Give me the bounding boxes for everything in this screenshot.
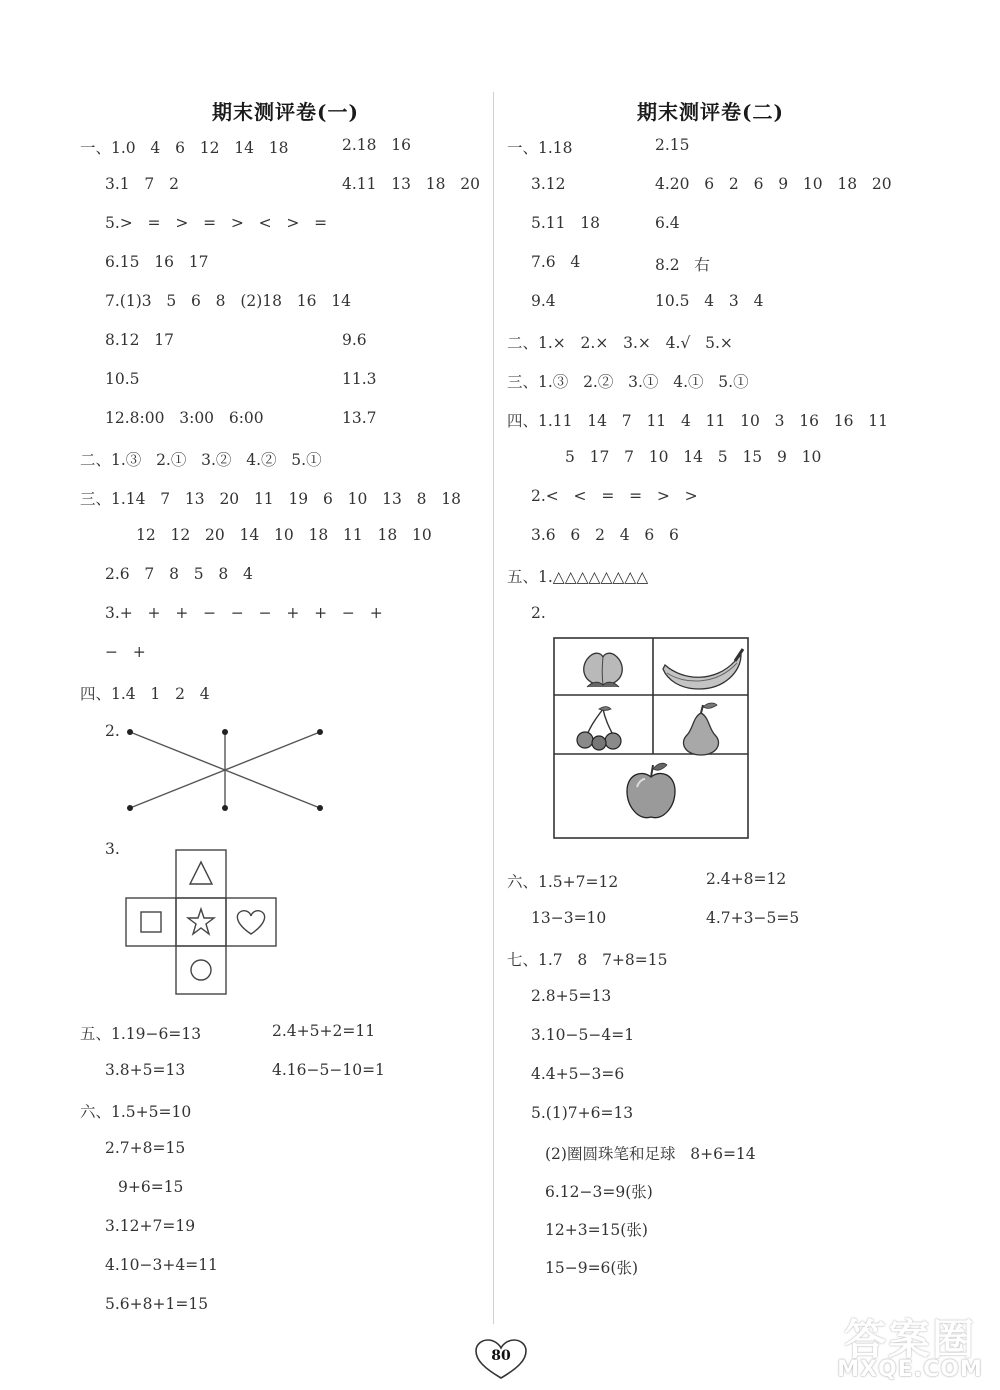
right-line: 10.5 4 3 4 bbox=[655, 292, 764, 310]
left-line: 2.6 7 8 5 8 4 bbox=[105, 565, 253, 583]
left-line: 五、1.19−6=13 bbox=[80, 1025, 202, 1043]
right-line: 3.10−5−4=1 bbox=[531, 1026, 635, 1044]
left-line: 6.15 16 17 bbox=[105, 253, 209, 271]
left-line: − + bbox=[105, 643, 146, 661]
left-line: 7.(1)3 5 6 8 (2)18 16 14 bbox=[105, 292, 352, 310]
left-line: 5.6+8+1=15 bbox=[105, 1295, 209, 1313]
cube-net-figure bbox=[124, 848, 278, 998]
right-line: 2.15 bbox=[655, 136, 690, 154]
right-line: 13−3=10 bbox=[531, 909, 607, 927]
right-line: (2)圈圆珠笔和足球 8+6=14 bbox=[545, 1145, 756, 1163]
right-line: 7.6 4 bbox=[531, 253, 581, 271]
right-line: 3.6 6 2 4 6 6 bbox=[531, 526, 679, 544]
cherry-icon bbox=[577, 707, 621, 750]
left-line: 二、1.③ 2.① 3.② 4.② 5.① bbox=[80, 451, 322, 469]
right-line: 3.12 bbox=[531, 175, 566, 193]
right-line: 5.(1)7+6=13 bbox=[531, 1104, 634, 1122]
column-divider bbox=[493, 92, 494, 1324]
right-line: 8.2 右 bbox=[655, 256, 710, 274]
left-line: 3.1 7 2 bbox=[105, 175, 179, 193]
right-line: 三、1.③ 2.② 3.① 4.① 5.① bbox=[507, 373, 749, 391]
left-line: 3.+ + + − − − + + − + bbox=[105, 604, 383, 622]
right-line: 9.4 bbox=[531, 292, 556, 310]
left-line: 3.12+7=19 bbox=[105, 1217, 196, 1235]
left-line: 8.12 17 bbox=[105, 331, 175, 349]
right-line: 6.12−3=9(张) bbox=[545, 1183, 653, 1201]
right-line: 2. bbox=[531, 604, 546, 622]
right-line: 12+3=15(张) bbox=[545, 1221, 648, 1239]
right-line: 一、1.18 bbox=[507, 139, 573, 157]
left-line: 9.6 bbox=[342, 331, 367, 349]
left-line: 4.11 13 18 20 bbox=[342, 175, 481, 193]
right-line: 2.< < = = > > bbox=[531, 487, 698, 505]
left-line: 3. bbox=[105, 840, 120, 858]
left-line: 一、1.0 4 6 12 14 18 bbox=[80, 139, 289, 157]
right-line: 5 17 7 10 14 5 15 9 10 bbox=[565, 448, 822, 466]
fruit-grid-figure bbox=[553, 637, 749, 839]
left-line: 12.8:00 3:00 6:00 bbox=[105, 409, 264, 427]
left-line: 5.> = > = > < > = bbox=[105, 214, 328, 232]
left-line: 2.18 16 bbox=[342, 136, 412, 154]
right-line: 4.7+3−5=5 bbox=[706, 909, 800, 927]
left-line: 2.7+8=15 bbox=[105, 1139, 186, 1157]
right-line: 6.4 bbox=[655, 214, 680, 232]
right-line: 2.8+5=13 bbox=[531, 987, 612, 1005]
right-line: 2.4+8=12 bbox=[706, 870, 787, 888]
left-line: 12 12 20 14 10 18 11 18 10 bbox=[136, 526, 432, 544]
left-line: 四、1.4 1 2 4 bbox=[80, 685, 210, 703]
left-line: 2.4+5+2=11 bbox=[272, 1022, 376, 1040]
left-line: 10.5 bbox=[105, 370, 140, 388]
right-line: 四、1.11 14 7 11 4 11 10 3 16 16 11 bbox=[507, 412, 888, 430]
left-line: 13.7 bbox=[342, 409, 377, 427]
right-line: 15−9=6(张) bbox=[545, 1259, 639, 1277]
page-number-badge bbox=[474, 1338, 528, 1380]
left-title: 期末测评卷(一) bbox=[212, 100, 359, 124]
right-title: 期末测评卷(二) bbox=[637, 100, 784, 124]
apple-icon bbox=[627, 763, 675, 817]
banana-icon bbox=[663, 649, 743, 689]
cross-lines-figure bbox=[122, 726, 328, 814]
right-line: 五、1.△△△△△△△△ bbox=[507, 568, 649, 586]
pear-icon bbox=[683, 703, 718, 755]
left-line: 六、1.5+5=10 bbox=[80, 1103, 192, 1121]
left-line: 9+6=15 bbox=[118, 1178, 184, 1196]
right-line: 4.4+5−3=6 bbox=[531, 1065, 625, 1083]
watermark bbox=[826, 1305, 994, 1385]
peach-icon bbox=[584, 653, 623, 687]
left-line: 3.8+5=13 bbox=[105, 1061, 186, 1079]
left-line: 2. bbox=[105, 722, 120, 740]
left-line: 三、1.14 7 13 20 11 19 6 10 13 8 18 bbox=[80, 490, 461, 508]
page-number: 80 bbox=[491, 1348, 511, 1364]
right-line: 六、1.5+7=12 bbox=[507, 873, 619, 891]
left-line: 4.10−3+4=11 bbox=[105, 1256, 218, 1274]
right-line: 5.11 18 bbox=[531, 214, 601, 232]
right-line: 二、1.× 2.× 3.× 4.√ 5.× bbox=[507, 334, 733, 352]
watermark-url: MXQE.COM bbox=[837, 1357, 983, 1382]
left-line: 4.16−5−10=1 bbox=[272, 1061, 385, 1079]
watermark-logo: 答案圈 bbox=[843, 1315, 976, 1364]
right-line: 4.20 6 2 6 9 10 18 20 bbox=[655, 175, 892, 193]
right-line: 七、1.7 8 7+8=15 bbox=[507, 951, 668, 969]
left-line: 11.3 bbox=[342, 370, 377, 388]
